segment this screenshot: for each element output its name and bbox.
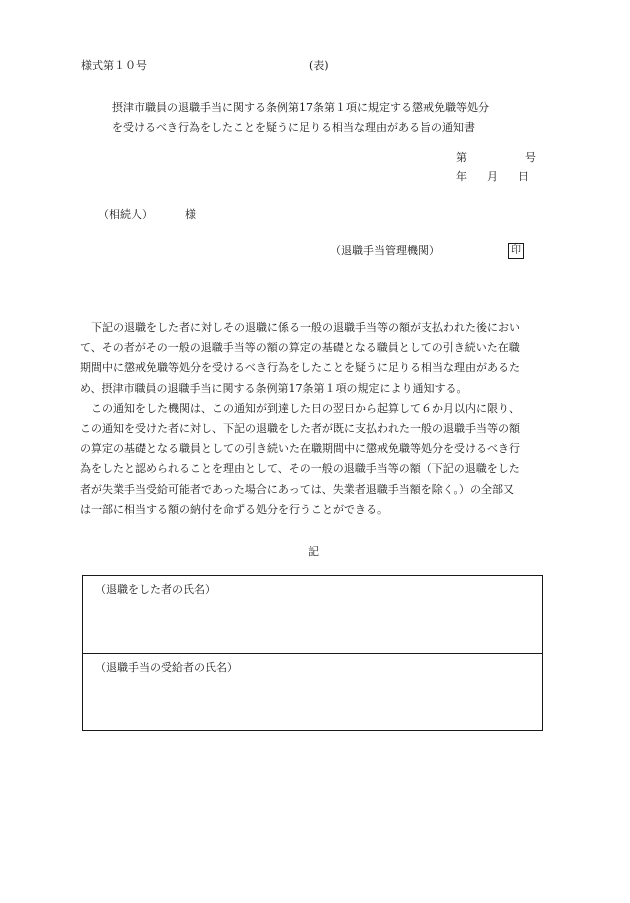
addressee-honorific: 様 xyxy=(185,208,196,221)
recipient-name-field[interactable] xyxy=(83,654,542,732)
date-year: 年 xyxy=(456,170,467,183)
retiree-name-label: （退職をした者の氏名） xyxy=(95,583,216,596)
document-number-row xyxy=(456,152,536,163)
sender-label: （退職手当管理機関） xyxy=(330,244,440,257)
ki-heading: 記 xyxy=(308,545,319,558)
body-line: 下記の退職をした者に対しその退職に係る一般の退職手当等の額が支払われた後におい xyxy=(80,321,520,334)
body-line: この通知を受けた者に対し、下記の退職をした者が既に支払われた一般の退職手当等の額 xyxy=(80,421,520,435)
addressee-label: （相続人） xyxy=(98,208,153,221)
document-title-line-2: を受けるべき行為をしたことを疑うに足りる相当な理由がある旨の通知書 xyxy=(112,121,475,134)
form-number: 様式第１０号 xyxy=(81,59,147,72)
document-title-line-1: 摂津市職員の退職手当に関する条例第17条第１項に規定する懲戒免職等処分 xyxy=(112,101,489,114)
body-line: の算定の基礎となる職員としての引き続いた在職期間中に懲戒免職等処分を受けるべき行 xyxy=(80,442,520,456)
body-line: 為をしたと認められることを理由として、その一般の退職手当等の額（下記の退職をした xyxy=(80,462,520,476)
date-row xyxy=(456,171,529,182)
recipient-name-label: （退職手当の受給者の氏名） xyxy=(95,661,238,674)
number-prefix: 第 xyxy=(456,151,467,164)
body-line: め、摂津市職員の退職手当に関する条例第17条第１項の規定により通知する。 xyxy=(80,381,468,395)
body-line: て、その者がその一般の退職手当等の額の算定の基礎となる職員としての引き続いた在職 xyxy=(80,341,520,355)
number-suffix: 号 xyxy=(525,151,536,164)
face-label: (表) xyxy=(309,59,329,72)
body-line: 期間中に懲戒免職等処分を受けるべき行為をしたことを疑うに足りる相当な理由があるた xyxy=(80,361,520,375)
seal-box: 印 xyxy=(508,243,524,259)
body-line: は一部に相当する額の納付を命ずる処分を行うことができる。 xyxy=(80,502,388,516)
date-month: 月 xyxy=(487,170,498,183)
body-line: 者が失業手当受給可能者であった場合にあっては、失業者退職手当額を除く。）の全部又 xyxy=(80,482,515,496)
body-line: この通知をした機関は、この通知が到達した日の翌日から起算して６か月以内に限り、 xyxy=(80,401,520,415)
date-day: 日 xyxy=(518,170,529,183)
record-table xyxy=(82,575,543,731)
body-text xyxy=(80,318,550,520)
retiree-name-field[interactable] xyxy=(83,576,542,654)
document-title xyxy=(112,98,489,138)
